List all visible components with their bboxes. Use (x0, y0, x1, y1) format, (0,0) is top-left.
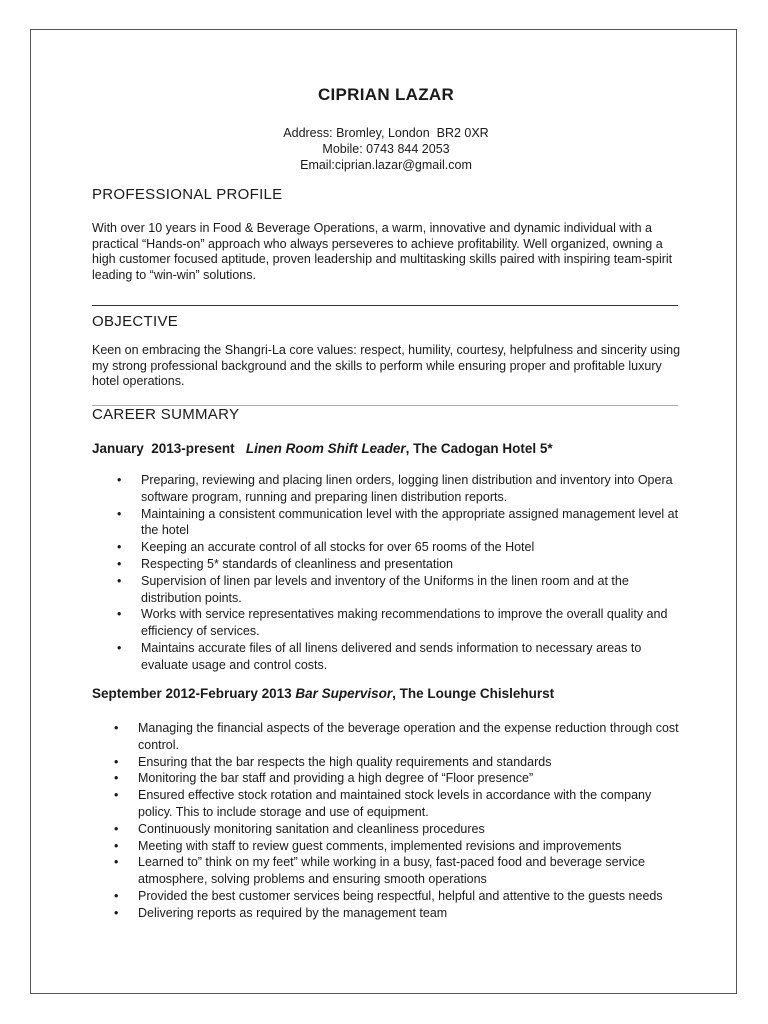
mobile-line: Mobile: 0743 844 2053 (322, 142, 450, 156)
list-item: • Preparing, reviewing and placing linen orders, logging linen distribution and inventory into Opera software program, running and preparing linen distribution reports. (117, 473, 673, 504)
list-item: • Maintaining a consistent communication level with the appropriate assigned management level at the hotel (117, 506, 679, 538)
list-item: • Keeping an accurate control of all stocks for over 65 rooms of the Hotel (117, 540, 535, 555)
job-title-2 (92, 686, 554, 701)
candidate-name: CIPRIAN LAZAR (317, 85, 455, 104)
career-heading: CAREER SUMMARY (92, 406, 240, 423)
list-item: • Respecting 5* standards of cleanliness and presentation (117, 556, 454, 571)
objective-heading: OBJECTIVE (92, 313, 179, 330)
list-item: • Supervision of linen par levels and inventory of the Uniforms in the linen room and at the distribution points. (117, 573, 629, 605)
job-employer: , The Cadogan Hotel 5* (405, 441, 553, 456)
list-item: • Works with service representatives making recommendations to improve the overall quality and efficiency of services. (117, 607, 668, 639)
list-item: • Managing the financial aspects of the beverage operation and the expense reduction through cost control. (114, 721, 679, 752)
profile-text: With over 10 years in Food & Beverage Operations, a warm, innovative and dynamic individual with a practical “Hands-on” approach who always perseveres to achieve profitability. Well organized, owning a high customer focused aptitude, proven leadership and multitasking skills paired with inspiring team-spirit leading to “win-win” solutions. (92, 221, 673, 282)
job-2-duties (114, 720, 682, 922)
job-role: Bar Supervisor (295, 686, 393, 701)
list-item: • Continuously monitoring sanitation and cleanliness procedures (114, 821, 485, 836)
section-divider (92, 305, 678, 306)
address-line: Address: Bromley, London BR2 0XR (283, 126, 489, 140)
list-item: • Meeting with staff to review guest comments, implemented revisions and improvements (114, 838, 622, 853)
job-period: September 2012-February 2013 (92, 686, 292, 701)
list-item: • Ensured effective stock rotation and maintained stock levels in accordance with the company policy. This to include storage and use of equipment. (114, 788, 652, 819)
profile-heading: PROFESSIONAL PROFILE (92, 186, 283, 203)
job-period: January 2013-present (92, 441, 235, 456)
contact-block (92, 125, 680, 173)
list-item: • Provided the best customer services being respectful, helpful and attentive to the guests needs (114, 888, 663, 903)
job-1-duties (117, 472, 681, 674)
job-role: Linen Room Shift Leader (245, 441, 406, 456)
job-employer: , The Lounge Chislehurst (392, 686, 555, 701)
list-item: • Maintains accurate files of all linens delivered and sends information to necessary areas to evaluate usage and control costs. (117, 640, 642, 672)
list-item: • Learned to” think on my feet” while working in a busy, fast-paced food and beverage service atmosphere, solving problems and ensuring smooth operations (114, 855, 645, 887)
job-title-1 (92, 441, 553, 456)
list-item: • Monitoring the bar staff and providing a high degree of “Floor presence” (114, 771, 534, 786)
objective-text: Keen on embracing the Shangri-La core values: respect, humility, courtesy, helpfulness and sincerity using my strong professional background and the skills to perform while ensuring proper and profitable luxury hotel operations. (92, 343, 681, 388)
list-item: • Delivering reports as required by the management team (114, 905, 448, 920)
list-item: • Ensuring that the bar respects the high quality requirements and standards (114, 754, 552, 769)
email-line: Email:ciprian.lazar@gmail.com (300, 158, 472, 172)
